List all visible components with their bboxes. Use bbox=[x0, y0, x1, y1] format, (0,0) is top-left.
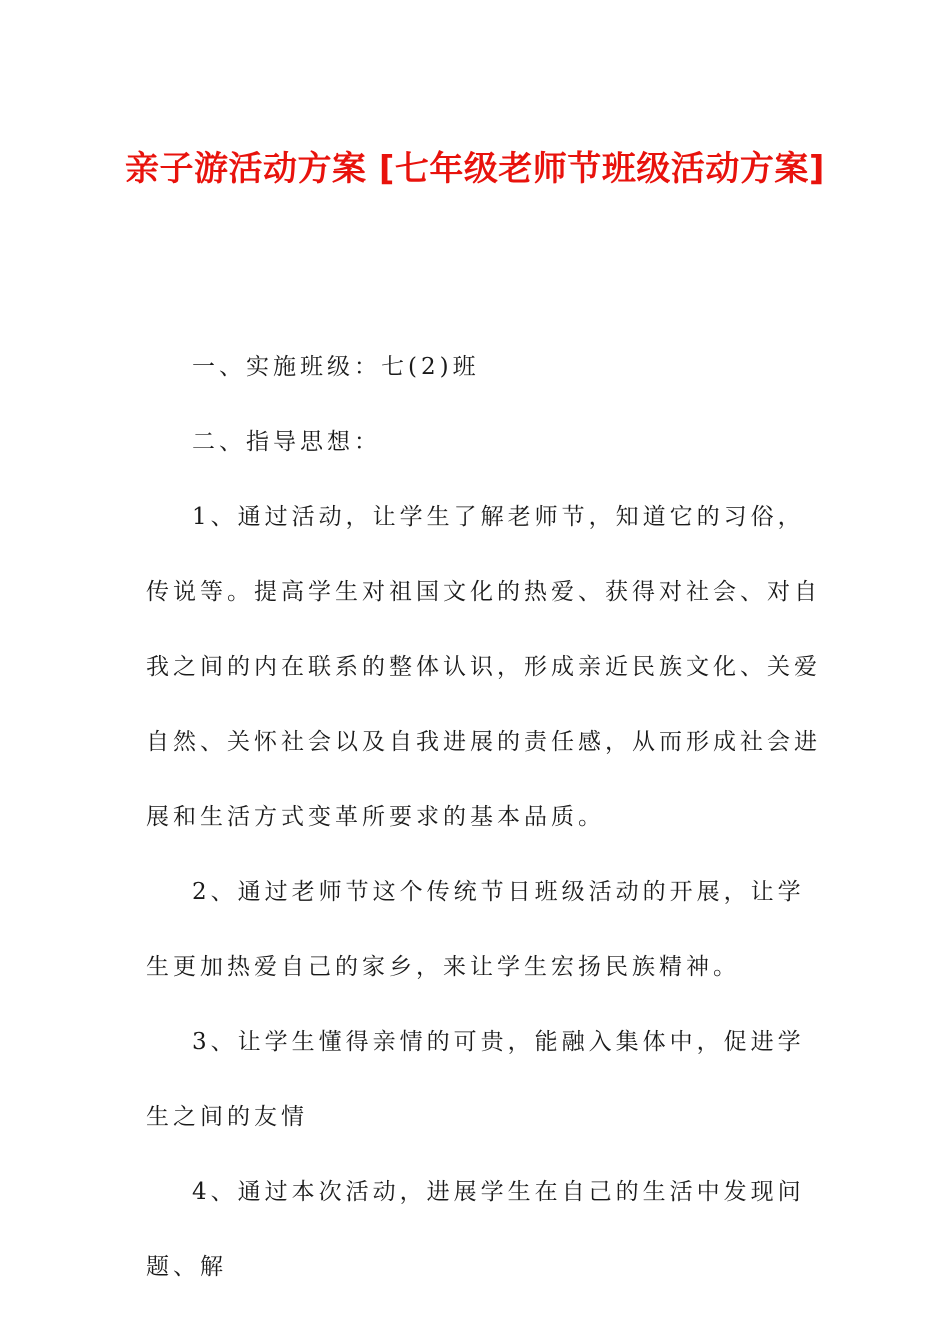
document-title: 亲子游活动方案 [七年级老师节班级活动方案] bbox=[125, 149, 825, 189]
paragraph-guiding-heading: 二、指导思想： bbox=[192, 429, 381, 455]
paragraph-class-info: 一、实施班级：七(2)班 bbox=[192, 354, 480, 380]
paragraph-point-2: 2、通过老师节这个传统节日班级活动的开展，让学生更加热爱自己的家乡，来让学生宏扬民族精神。 bbox=[146, 879, 805, 980]
paragraph-point-1: 1、通过活动，让学生了解老师节，知道它的习俗，传说等。提高学生对祖国文化的热爱、获得对社会、对自我之间的内在联系的整体认识，形成亲近民族文化、关爱自然、关怀社会以及自我进展的责任感，从而形成社会进展和生活方式变革所要求的基本品质。 bbox=[146, 504, 821, 830]
document-body bbox=[146, 330, 826, 1305]
paragraph-point-4: 4、通过本次活动，进展学生在自己的生活中发现问题、解 bbox=[146, 1179, 805, 1280]
paragraph-point-3: 3、让学生懂得亲情的可贵，能融入集体中，促进学生之间的友情 bbox=[146, 1029, 805, 1130]
